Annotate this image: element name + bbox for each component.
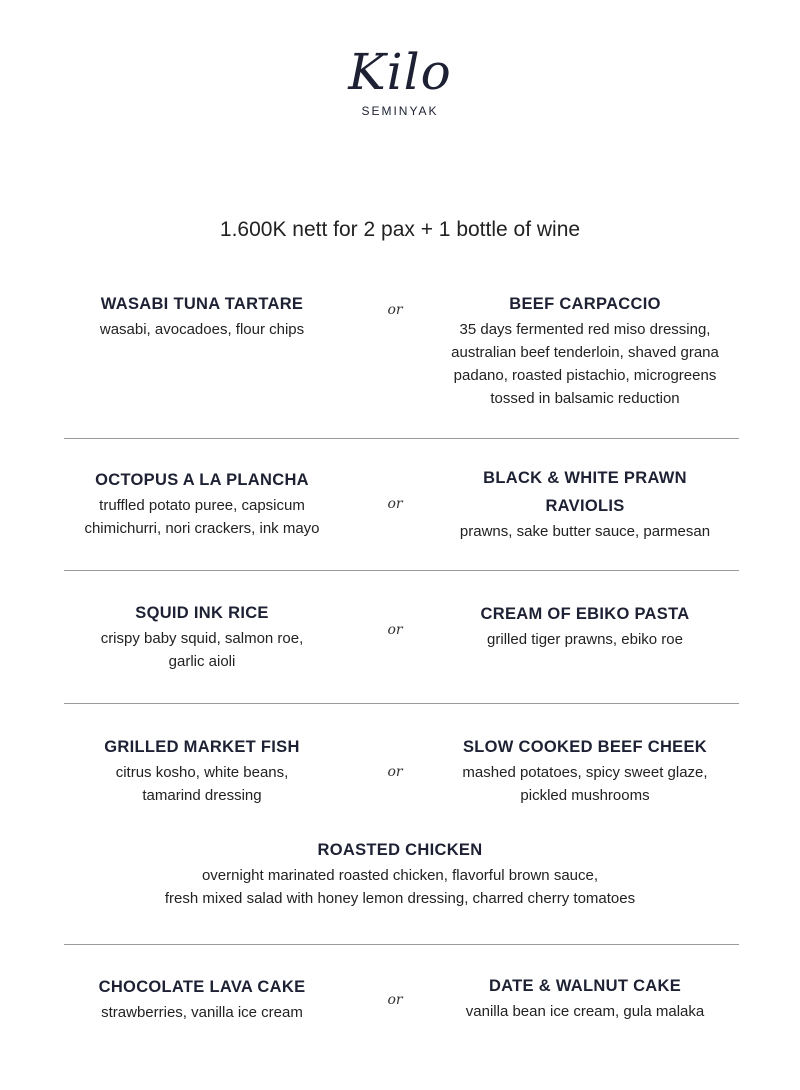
dish-desc: overnight marinated roasted chicken, flavorful brown sauce, (201, 867, 599, 884)
dish-desc: prawns, sake butter sauce, parmesan (459, 523, 711, 540)
dish-name: DATE & WALNUT CAKE (488, 977, 682, 995)
appetizer-option-2 (418, 464, 752, 543)
dish-desc: fresh mixed salad with honey lemon dressing, charred cherry tomatoes (164, 890, 636, 907)
dish-name: RAVIOLIS (545, 497, 625, 515)
dish-name: SLOW COOKED BEEF CHEEK (462, 738, 708, 756)
dessert-option-1 (54, 973, 350, 1024)
dish-desc: vanilla bean ice cream, gula malaka (465, 1003, 705, 1020)
dish-name: CHOCOLATE LAVA CAKE (98, 978, 306, 996)
divider (64, 703, 739, 704)
dish-name: ROASTED CHICKEN (317, 841, 483, 859)
brand-logo (0, 44, 800, 118)
dish-desc: garlic aioli (168, 653, 236, 670)
dish-name: SQUID INK RICE (135, 604, 269, 622)
or-separator: or (387, 764, 403, 780)
dish-desc: grilled tiger prawns, ebiko roe (487, 631, 683, 648)
main-option-1 (54, 733, 350, 807)
divider (64, 944, 739, 945)
dish-desc: chimichurri, nori crackers, ink mayo (84, 520, 320, 537)
dish-name: WASABI TUNA TARTARE (100, 295, 304, 313)
pasta-option-1 (54, 599, 350, 673)
main-option-2 (418, 733, 752, 807)
dish-name: CREAM OF EBIKO PASTA (480, 605, 690, 623)
dish-name: BLACK & WHITE PRAWN (483, 469, 687, 487)
dish-desc: tamarind dressing (142, 787, 262, 804)
dish-desc: strawberries, vanilla ice cream (101, 1004, 303, 1021)
or-separator: or (387, 302, 403, 318)
dish-name: GRILLED MARKET FISH (104, 738, 300, 756)
or-separator: or (387, 496, 403, 512)
logo-wordmark: Kilo (348, 43, 452, 101)
divider (64, 438, 739, 439)
appetizer-option-1 (54, 466, 350, 540)
dish-desc: truffled potato puree, capsicum (99, 497, 305, 514)
pasta-option-2 (418, 600, 752, 651)
dish-desc: citrus kosho, white beans, (115, 764, 289, 781)
dish-name: OCTOPUS A LA PLANCHA (95, 471, 309, 489)
starter-option-2 (418, 290, 752, 410)
logo-location: SEMINYAK (361, 104, 439, 118)
dish-name: BEEF CARPACCIO (509, 295, 661, 313)
or-separator: or (387, 992, 403, 1008)
dish-desc: wasabi, avocadoes, flour chips (99, 321, 305, 338)
dessert-option-2 (418, 972, 752, 1023)
dish-desc: pickled mushrooms (520, 787, 650, 804)
dish-desc: padano, roasted pistachio, microgreens (453, 367, 717, 384)
dish-desc: australian beef tenderloin, shaved grana (451, 344, 719, 361)
dish-desc: mashed potatoes, spicy sweet glaze, (462, 764, 708, 781)
dish-desc: tossed in balsamic reduction (490, 390, 680, 407)
starter-option-1 (54, 290, 350, 341)
divider (64, 570, 739, 571)
or-separator: or (387, 622, 403, 638)
dish-desc: crispy baby squid, salmon roe, (100, 630, 304, 647)
offer-price: 1.600K nett for 2 pax + 1 bottle of wine (219, 218, 581, 241)
dish-desc: 35 days fermented red miso dressing, (459, 321, 711, 338)
main-option-3 (60, 836, 740, 910)
